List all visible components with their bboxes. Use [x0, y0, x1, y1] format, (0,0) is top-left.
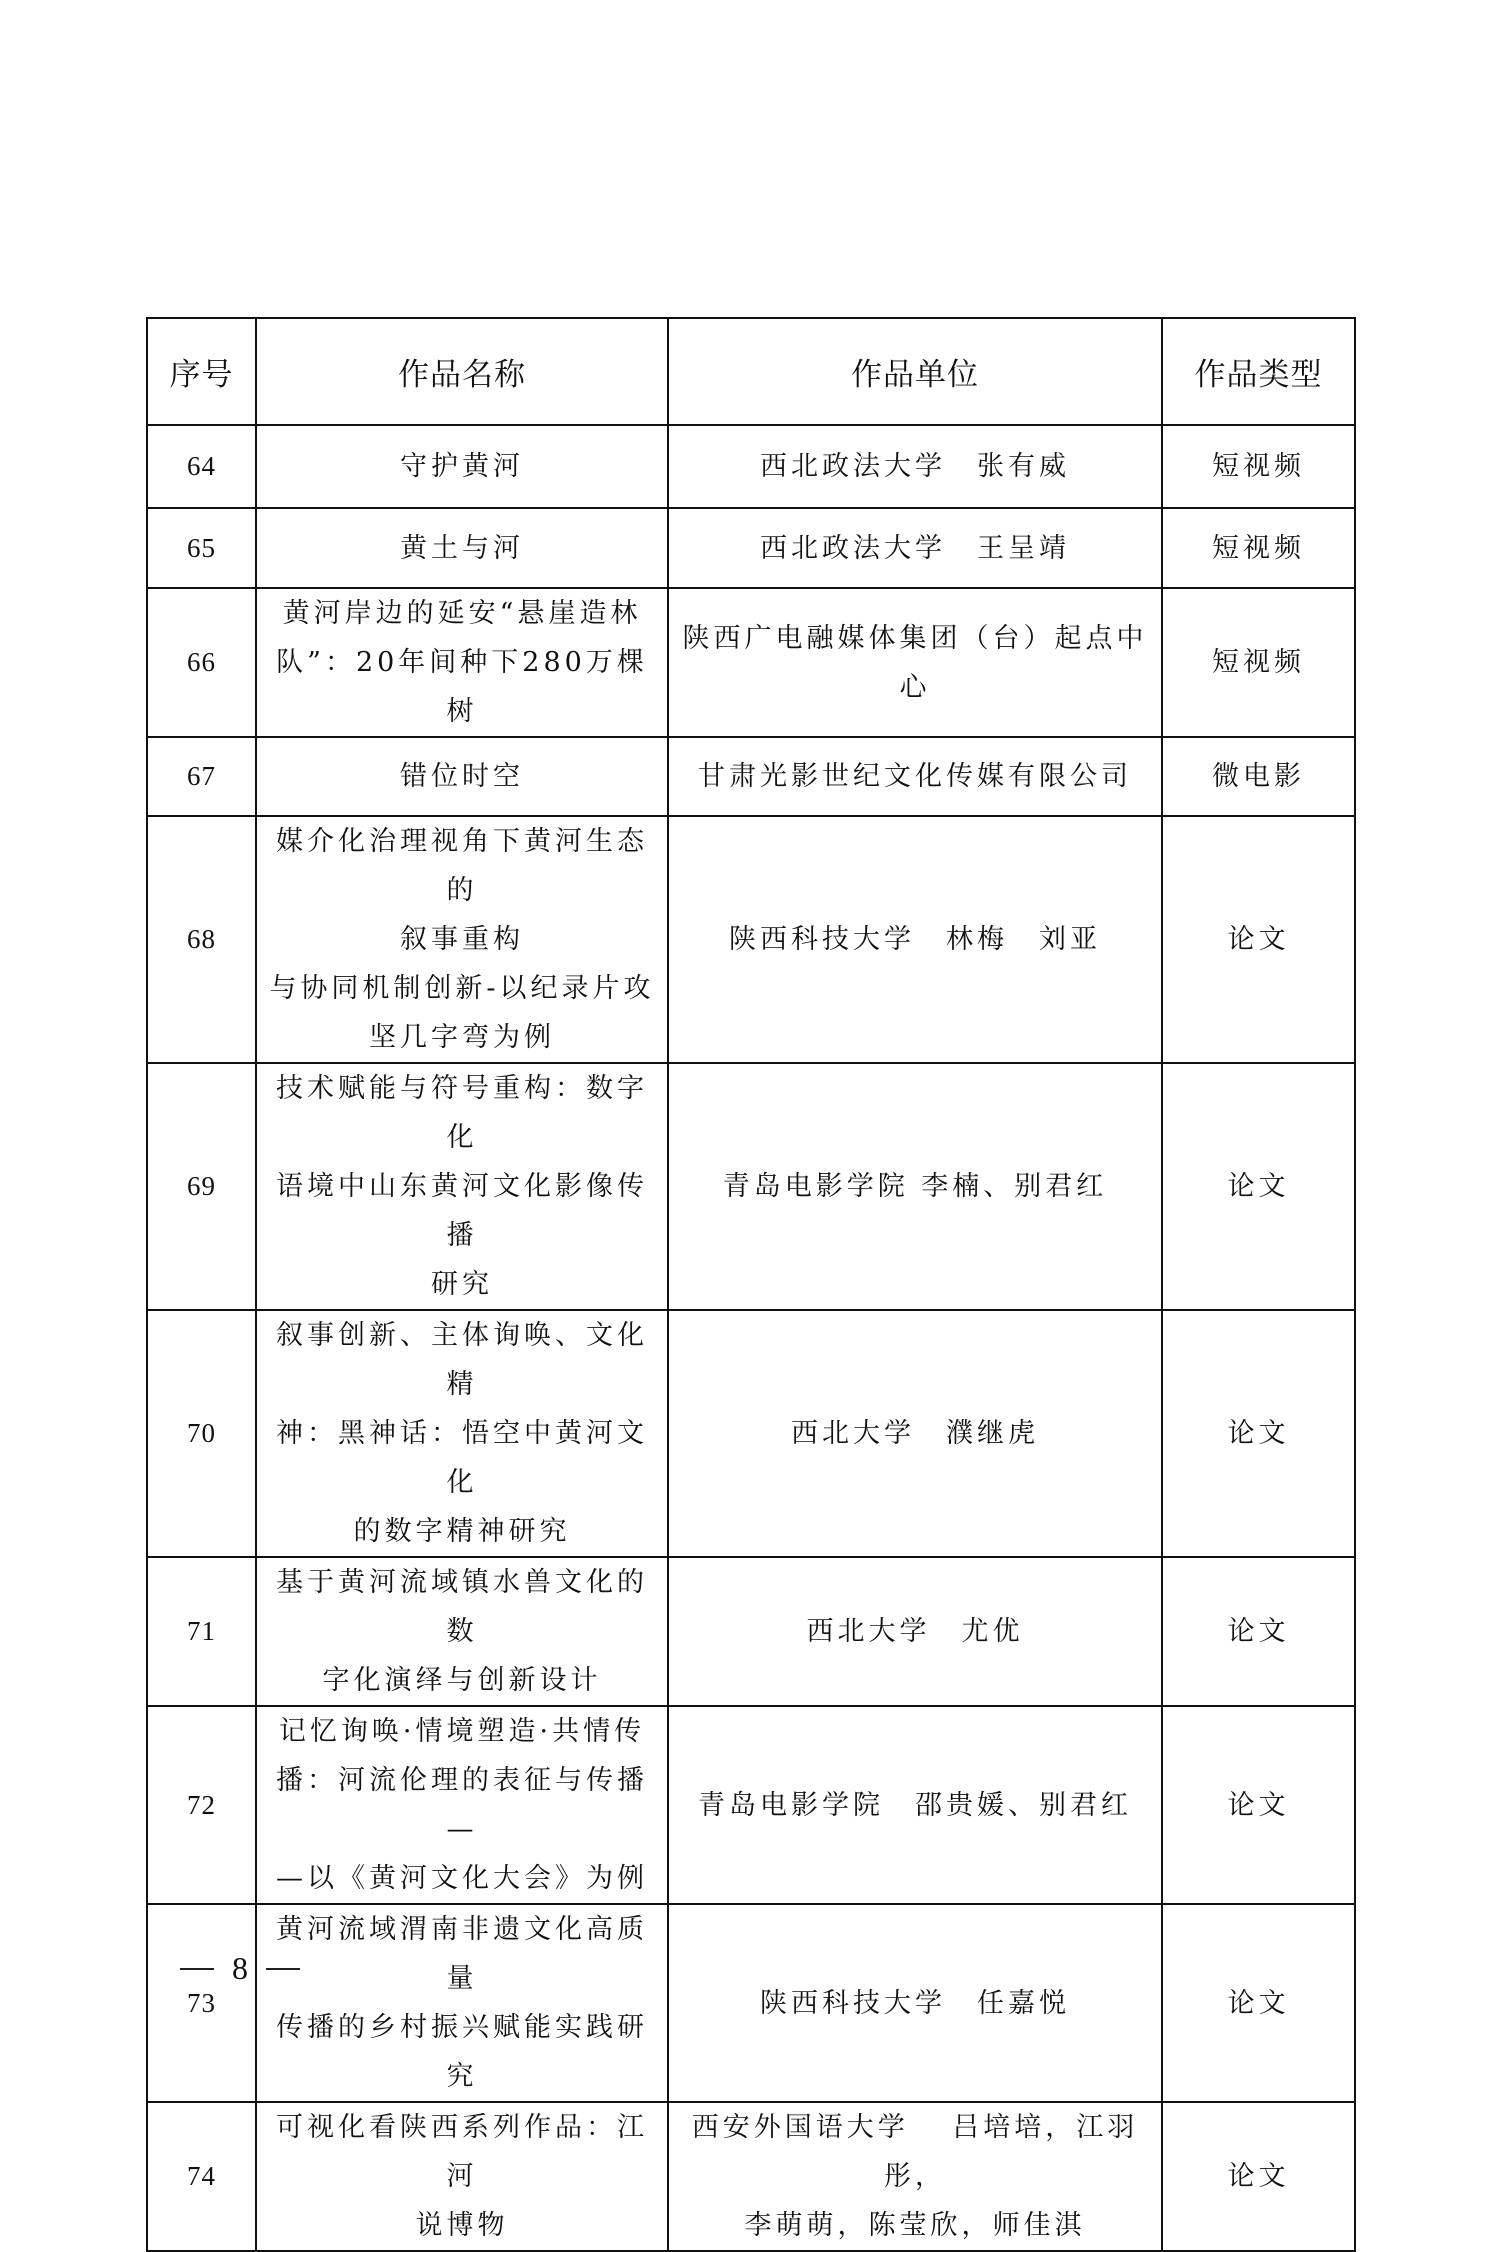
header-work-unit: 作品单位: [668, 318, 1162, 425]
work-unit-line: 陕西科技大学 任嘉悦: [760, 1987, 1070, 2019]
table-row: [147, 508, 1355, 588]
work-name-line: 的数字精神研究: [353, 1516, 571, 1547]
cell-work-unit: [668, 1310, 1162, 1557]
table-row: [147, 1706, 1355, 1904]
cell-serial-number: 66: [147, 588, 256, 737]
cell-work-name: [256, 816, 668, 1063]
cell-work-unit: [668, 737, 1162, 816]
work-unit-line: 西北政法大学 王呈靖: [760, 532, 1070, 564]
cell-work-type: 短视频: [1162, 508, 1355, 588]
work-unit-line: 李萌萌，陈莹欣，师佳淇: [744, 2210, 1086, 2241]
cell-work-name: [256, 1557, 668, 1706]
cell-work-name: [256, 1063, 668, 1310]
work-unit-line: 西北大学 濮继虎: [791, 1418, 1039, 1449]
work-name-line: 传播的乡村振兴赋能实践研究: [276, 2012, 648, 2092]
cell-work-unit: [668, 1706, 1162, 1904]
work-name-line: 字化演绎与创新设计: [322, 1665, 602, 1696]
cell-work-type: 论文: [1162, 1310, 1355, 1557]
cell-work-type: 微电影: [1162, 737, 1355, 816]
table-row: [147, 425, 1355, 508]
cell-work-unit: [668, 425, 1162, 508]
cell-serial-number: 68: [147, 816, 256, 1063]
work-name-line: 队”：20年间种下280万棵树: [276, 647, 648, 727]
work-name-line: 语境中山东黄河文化影像传播: [276, 1171, 648, 1251]
cell-work-type: 论文: [1162, 1557, 1355, 1706]
work-name-line: 黄河流域渭南非遗文化高质量: [276, 1914, 648, 1994]
work-unit-line: 青岛电影学院 邵贵媛、别君红: [698, 1789, 1132, 1821]
page-number-value: 8: [232, 1950, 248, 1986]
cell-work-unit: [668, 2102, 1162, 2251]
cell-serial-number: 64: [147, 425, 256, 508]
work-name-line: 可视化看陕西系列作品：江河: [276, 2112, 648, 2192]
cell-work-name: [256, 588, 668, 737]
cell-work-type: 论文: [1162, 2102, 1355, 2251]
cell-serial-number: 74: [147, 2102, 256, 2251]
cell-serial-number: 70: [147, 1310, 256, 1557]
table-body: [147, 425, 1355, 2251]
work-name-line: 与协同机制创新-以纪录片攻: [269, 973, 655, 1004]
cell-work-unit: [668, 1063, 1162, 1310]
table-row: [147, 2102, 1355, 2251]
cell-serial-number: 71: [147, 1557, 256, 1706]
work-unit-line: 青岛电影学院 李楠、别君红: [722, 1171, 1108, 1202]
table-row: [147, 737, 1355, 816]
cell-serial-number: 73: [147, 1904, 256, 2102]
table-row: [147, 1310, 1355, 1557]
work-unit-line: 西北政法大学 张有威: [760, 451, 1070, 482]
cell-work-unit: [668, 816, 1162, 1063]
cell-work-name: [256, 1706, 668, 1904]
header-work-type: 作品类型: [1162, 318, 1355, 425]
work-name-line: 基于黄河流域镇水兽文化的数: [276, 1567, 648, 1647]
page-number-right-dash: [266, 1968, 300, 1970]
cell-work-type: 论文: [1162, 1706, 1355, 1904]
cell-work-type: 论文: [1162, 1063, 1355, 1310]
cell-serial-number: 72: [147, 1706, 256, 1904]
cell-serial-number: 69: [147, 1063, 256, 1310]
awards-table: [146, 317, 1356, 2252]
cell-work-type: 短视频: [1162, 588, 1355, 737]
work-name-line: 错位时空: [400, 761, 524, 792]
cell-work-name: [256, 1310, 668, 1557]
work-unit-line: 陕西广电融媒体集团（台）起点中心: [682, 622, 1148, 703]
work-name-line: 守护黄河: [400, 451, 524, 482]
cell-work-unit: [668, 588, 1162, 737]
cell-work-type: 短视频: [1162, 425, 1355, 508]
cell-work-unit: [668, 1557, 1162, 1706]
table-row: [147, 1557, 1355, 1706]
cell-work-type: 论文: [1162, 816, 1355, 1063]
table-row: [147, 1904, 1355, 2102]
cell-work-name: [256, 737, 668, 816]
work-unit-line: 西北大学 尤优: [806, 1616, 1024, 1647]
page-number-left-dash: [180, 1968, 214, 1970]
header-serial-number: 序号: [147, 318, 256, 425]
cell-work-unit: [668, 1904, 1162, 2102]
header-work-name: 作品名称: [256, 318, 668, 425]
work-name-line: 黄河岸边的延安“悬崖造林: [282, 598, 642, 629]
work-name-line: 研究: [431, 1269, 493, 1300]
cell-work-unit: [668, 508, 1162, 588]
cell-serial-number: 65: [147, 508, 256, 588]
cell-work-name: [256, 1904, 668, 2102]
work-name-line: 黄土与河: [400, 532, 524, 564]
work-name-line: 坚几字弯为例: [369, 1022, 555, 1053]
table-row: [147, 1063, 1355, 1310]
work-name-line: —以《黄河文化大会》为例: [276, 1863, 648, 1894]
cell-work-name: [256, 425, 668, 508]
work-unit-line: 西安外国语大学 吕培培，江羽彤，: [691, 2112, 1139, 2192]
work-name-line: 叙事重构: [400, 924, 524, 955]
table-row: [147, 816, 1355, 1063]
cell-work-name: [256, 2102, 668, 2251]
work-name-line: 记忆询唤·情境塑造·共情传: [278, 1716, 646, 1747]
work-unit-line: 甘肃光影世纪文化传媒有限公司: [698, 761, 1132, 792]
page-number: [180, 1950, 300, 1987]
table-row: [147, 588, 1355, 737]
work-name-line: 技术赋能与符号重构：数字化: [276, 1073, 648, 1153]
work-name-line: 播：河流伦理的表征与传播—: [276, 1765, 648, 1845]
cell-work-type: 论文: [1162, 1904, 1355, 2102]
work-name-line: 叙事创新、主体询唤、文化精: [276, 1320, 648, 1400]
work-name-line: 说博物: [415, 2210, 509, 2241]
table-header-row: [147, 318, 1355, 425]
cell-work-name: [256, 508, 668, 588]
cell-serial-number: 67: [147, 737, 256, 816]
work-unit-line: 陕西科技大学 林梅 刘亚: [729, 924, 1101, 955]
work-name-line: 媒介化治理视角下黄河生态的: [276, 826, 648, 906]
work-name-line: 神：黑神话：悟空中黄河文化: [276, 1418, 648, 1498]
